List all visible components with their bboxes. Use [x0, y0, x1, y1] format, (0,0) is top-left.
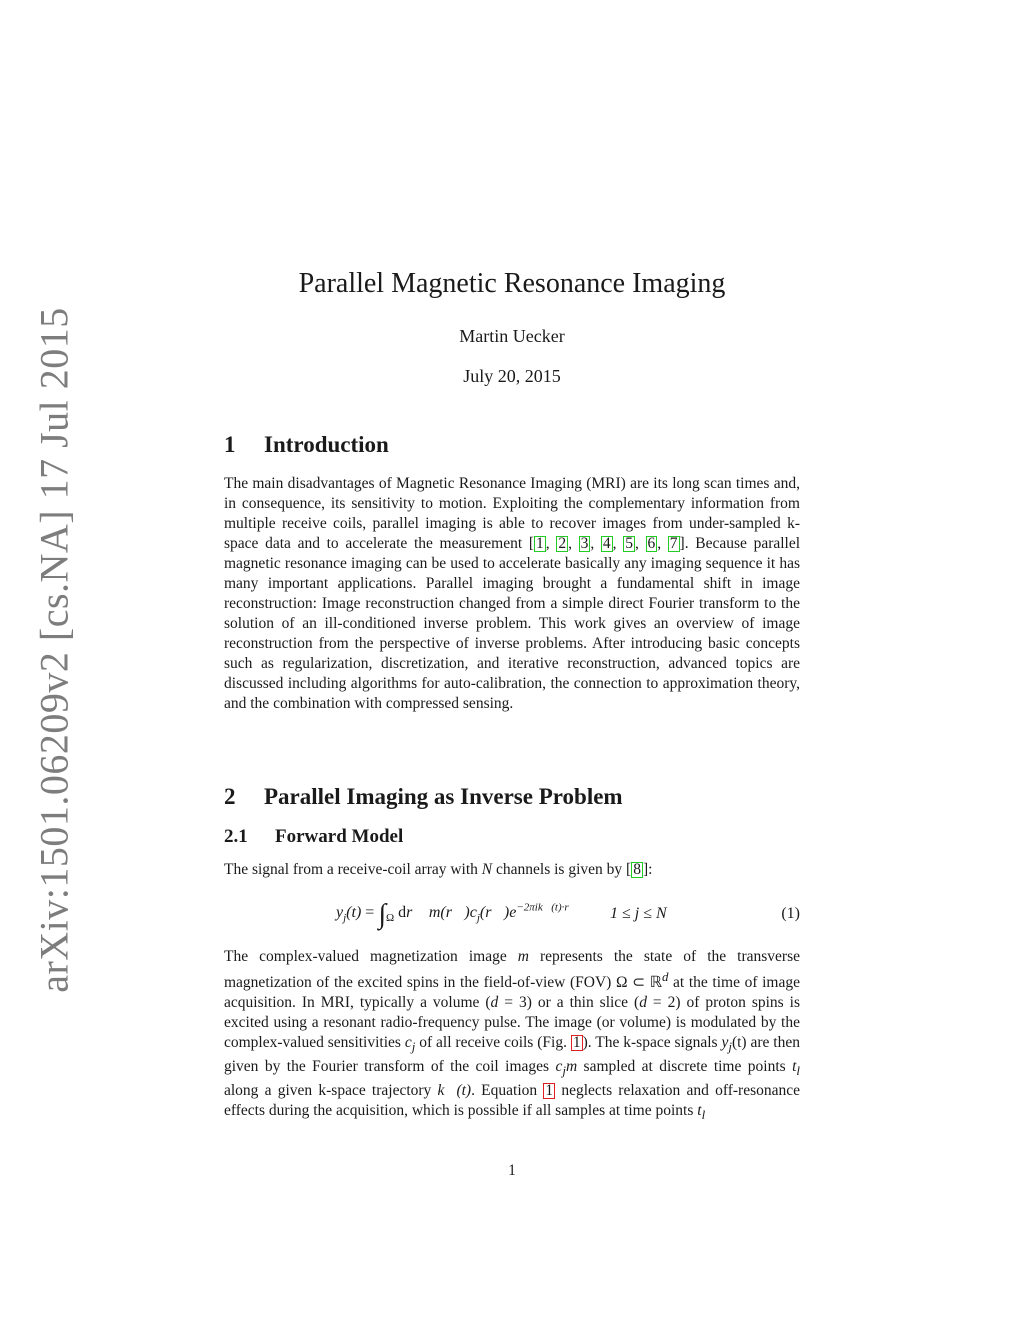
introduction-paragraph: The main disadvantages of Magnetic Resonance Imaging (MRI) are its long scan times and, in consequence, its sensitivity to motion. Exploiting the complementary information from multiple receive coils, parallel imaging is able to recover images from under-sampled k-space data and to accelerate the measurement [ 1 , 2 , 3 , 4 , 5 , 6 , 7 ]. Because parallel magnetic resonance imaging can be used to accelerate basically any imaging sequence it has many important applications. Parallel imaging brought a fundamental shift in image reconstruction: Image reconstruction changed from a simple direct Fourier transform to the solution of an ill-conditioned inverse problem. This work gives an overview of image reconstruction from the perspective of inverse problems. After introducing basic concepts such as regularization, discretization, and iterative reconstruction, advanced topics are discussed including algorithms for auto-calibration, the connection to approximation theory, and the combination with compressed sensing.: [224, 475, 801, 712]
forward-model-intro: The signal from a receive-coil array with N channels is given by [ 8 ]:: [224, 861, 653, 878]
citation-link[interactable]: 7: [669, 535, 678, 552]
page-number: 1: [508, 1162, 516, 1179]
citation-link[interactable]: 6: [647, 535, 656, 552]
subsection-number: 2.1: [224, 826, 248, 847]
paper-author: Martin Uecker: [459, 326, 565, 346]
citation-link[interactable]: 3: [580, 535, 589, 552]
section-title: Parallel Imaging as Inverse Problem: [264, 784, 623, 809]
citation-link[interactable]: 1: [536, 535, 544, 552]
paper-title: Parallel Magnetic Resonance Imaging: [298, 268, 726, 299]
subsection-2-1-heading: [224, 826, 403, 848]
figure-reference-link[interactable]: 1: [572, 1034, 581, 1052]
forward-model-paragraph: The complex-valued magnetization image m represents the state of the transverse magnetization of the excited spins in the field-of-view (FOV) Ω ⊂ ℝ$^d$ at the time of image acquisition. In MRI, typically a volume (d = 3) or a thin slice (d = 2) of proton spins is excited using a resonant radio-frequency pulse. The image (or volume) is modulated by the complex-valued sensitivities $c_j$ of all receive coils (Fig. 1 ). The k-space signals $y_j(t)$ are then given by the Fourier transform of the coil images $c_jm$ sampled at discrete time points $t_l$ along a given k-space trajectory k⃗(t). Equation 1 neglects relaxation and off-resonance effects during the acquisition, which is possible if all samples at time points $t_l$: [224, 948, 801, 1123]
arxiv-identifier: arXiv:1501.06209v2 [cs.NA] 17 Jul 2015: [31, 307, 77, 993]
equation-reference-link[interactable]: 1: [545, 1082, 554, 1100]
citation-link[interactable]: 5: [625, 535, 633, 552]
citation-link[interactable]: 2: [558, 535, 567, 552]
section-2-heading: [224, 784, 623, 810]
section-title: Introduction: [264, 432, 389, 457]
section-number: 1: [224, 432, 236, 457]
equation-condition: 1 ≤ j ≤ N: [610, 905, 667, 922]
equation-1: [224, 893, 800, 937]
paper-date: July 20, 2015: [463, 366, 561, 386]
equation-number: (1): [781, 905, 800, 922]
section-1-heading: [224, 432, 389, 458]
subsection-title: Forward Model: [275, 826, 404, 847]
section-number: 2: [224, 784, 236, 809]
citation-link[interactable]: 8: [633, 861, 641, 878]
equation-formula: $y_j(t) = \int_\Omega$ dr⃗ $m(r⃗)c_j(r⃗)e^{-2\pi ik⃗(t)\cdot r⃗}$: [336, 899, 578, 930]
citation-link[interactable]: 4: [602, 535, 611, 552]
